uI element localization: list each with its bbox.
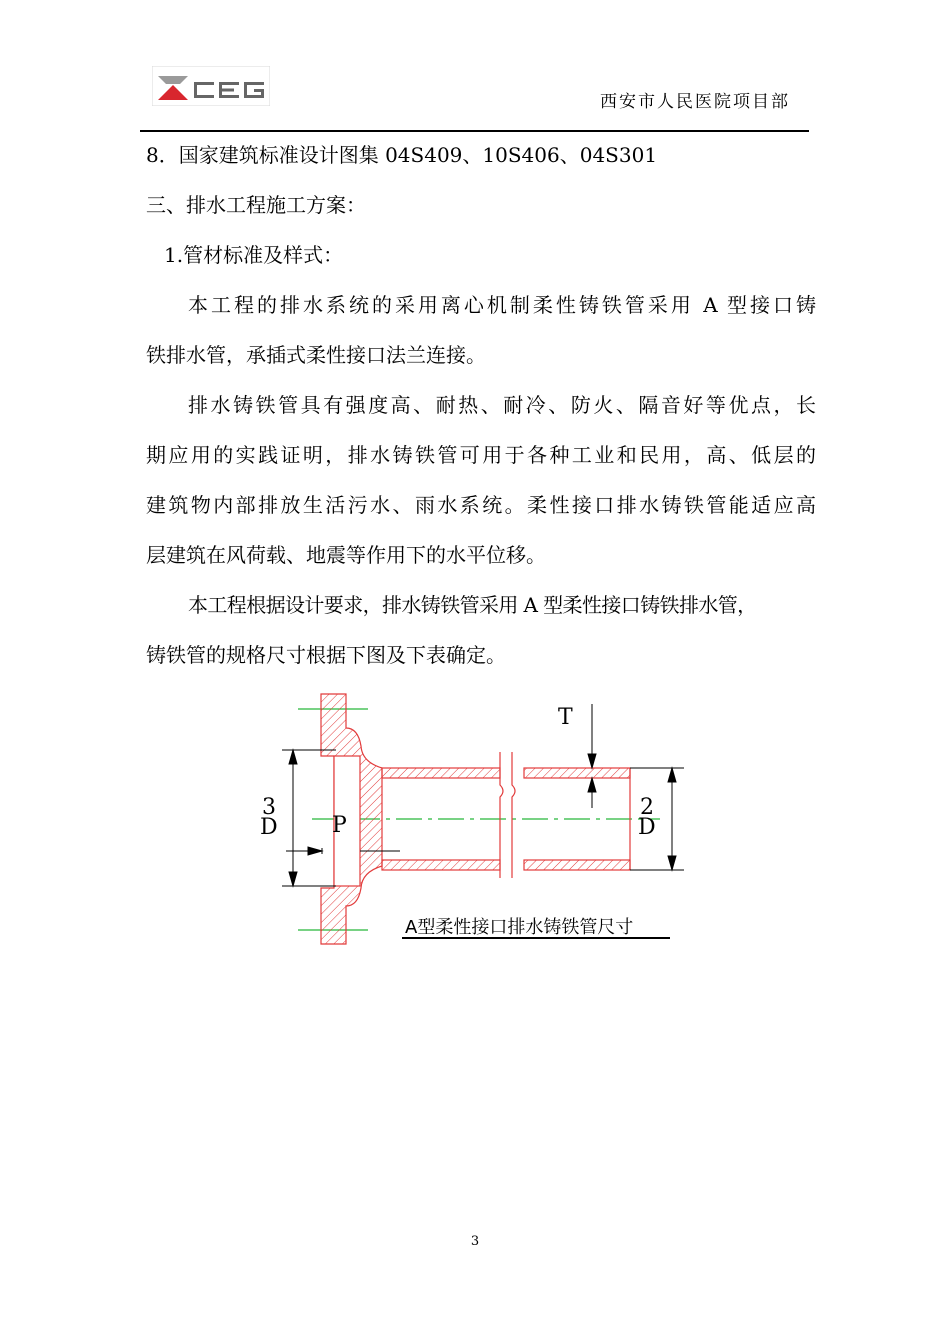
paragraph-line: 建筑物内部排放生活污水、雨水系统。柔性接口排水铸铁管能适应高 (146, 493, 816, 517)
subsection-1-title: 1.管材标准及样式： (164, 243, 344, 267)
label-p: P (332, 813, 347, 838)
label-d3-number: 3 (262, 795, 276, 820)
paragraph-line: 本工程的排水系统的采用离心机制柔性铸铁管采用 A 型接口铸 (188, 293, 816, 317)
label-d2-number: 2 (640, 795, 654, 820)
paragraph-1 (146, 280, 816, 380)
paragraph-line: 层建筑在风荷载、地震等作用下的水平位移。 (146, 543, 546, 567)
paragraph-line: 铸铁管的规格尺寸根据下图及下表确定。 (146, 643, 506, 667)
item-8-standard-atlas: 8．国家建筑标准设计图集 04S409、10S406、04S301 (146, 143, 658, 167)
paragraph-line: 排水铸铁管具有强度高、耐热、耐冷、防火、隔音好等优点，长 (188, 393, 816, 417)
section-3-title: 三、排水工程施工方案： (146, 193, 366, 217)
ceg-logo (152, 66, 270, 106)
label-t: T (558, 705, 573, 730)
paragraph-line: 期应用的实践证明，排水铸铁管可用于各种工业和民用，高、低层的 (146, 443, 816, 467)
figure-caption: A型柔性接口排水铸铁管尺寸 (405, 917, 634, 938)
paragraph-3 (146, 580, 816, 680)
paragraph-line: 铁排水管，承插式柔性接口法兰连接。 (146, 343, 486, 367)
project-name: 西安市人民医院项目部 (600, 92, 790, 112)
page-number: 3 (470, 1234, 480, 1249)
paragraph-2 (146, 380, 816, 580)
pipe-dimension-figure (250, 688, 700, 960)
paragraph-line: 本工程根据设计要求，排水铸铁管采用 A 型柔性接口铸铁排水管， (188, 593, 757, 617)
break-symbol (500, 752, 515, 878)
label-d3-letter: D (260, 815, 278, 840)
label-d2-letter: D (638, 815, 656, 840)
